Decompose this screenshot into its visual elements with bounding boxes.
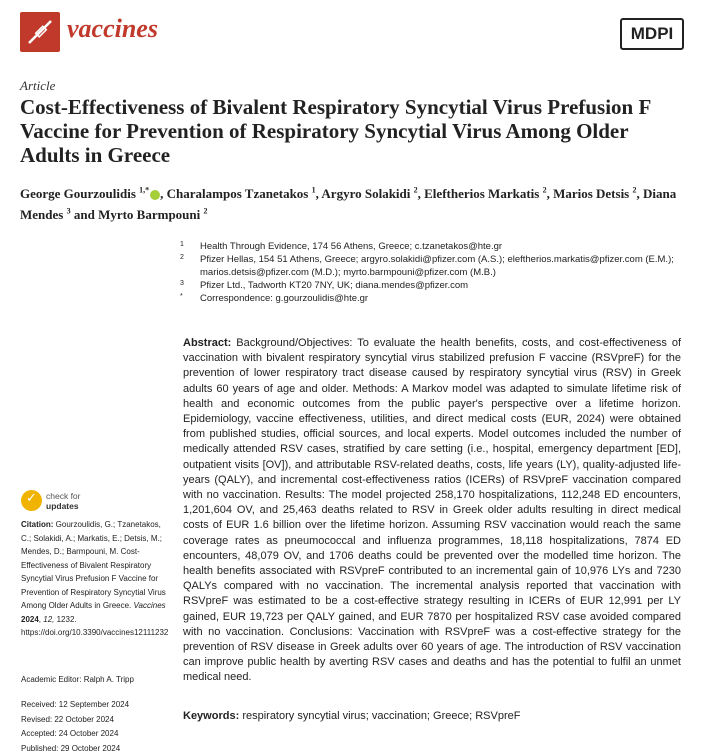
date-accepted: Accepted: 24 October 2024 — [21, 727, 129, 742]
author-list — [20, 182, 690, 223]
affiliation: 2 Pfizer Hellas, 154 51 Athens, Greece; argyro.solakidi@pfizer.com (A.S.); eleftherios.markatis@pfizer.com (E.M.); marios.detsis@pfizer.com (M.D.); myrto.barmpouni@pfizer.com (M.B.) — [180, 253, 680, 279]
publisher-logo[interactable]: MDPI — [620, 18, 684, 50]
affiliation: 1 Health Through Evidence, 174 56 Athens, Greece; c.tzanetakos@hte.gr — [180, 240, 680, 253]
author[interactable]: Charalampos Tzanetakos $^1$, — [167, 186, 322, 201]
author[interactable]: Marios Detsis $^2$, — [553, 186, 640, 201]
author[interactable]: Myrto Barmpouni $^2$ — [98, 207, 207, 222]
affiliations — [180, 240, 680, 305]
date-published: Published: 29 October 2024 — [21, 742, 129, 756]
author[interactable]: Eleftherios Markatis $^2$, — [424, 186, 553, 201]
academic-editor: Academic Editor: Ralph A. Tripp — [21, 675, 134, 684]
abstract — [183, 336, 681, 686]
article-title: Cost-Effectiveness of Bivalent Respiratory Syncytial Virus Prefusion F Vaccine for Prevention of Respiratory Syncytial Virus Among Older Adults in Greece — [20, 95, 680, 167]
affiliation: * Correspondence: g.gourzoulidis@hte.gr — [180, 292, 680, 305]
affiliation: 3 Pfizer Ltd., Tadworth KT20 7NY, UK; diana.mendes@pfizer.com — [180, 279, 680, 292]
abstract-label: Abstract: — [183, 337, 231, 349]
author[interactable]: George Gourzoulidis $^{1,*}$ , — [20, 186, 167, 201]
abstract-text: Background/Objectives: To evaluate the health benefits, costs, and cost-effectiveness of vaccination with bivalent respiratory syncytial virus stabilized prefusion F vaccine (RSVpreF) for the prevention of lower respiratory tract disease caused by respiratory syncytial virus (RSV) in Greek adults 60 years of age and older. Methods: A Markov model was adapted to simulate lifetime risk of health and economic outcomes from the public payer's perspective over a lifetime horizon. Epidemiology, vaccine effectiveness, utilities, and direct medical costs (EUR, 2024) were obtained from published studies, official sources, and local experts. Model outcomes included the number of medically attended RSV cases, stratified by care setting (i.e., hospital, emergency department [ED], outpatient visits [OV]), and attributable RSV-related deaths, costs, life years (LY), quality-adjusted life-years (QALY), and incremental cost-effectiveness ratios (ICERs) of RSVpreF vaccination compared with no vaccination. Results: The model projected 258,170 hospitalizations, 112,248 ED encounters, 1,201,604 OV, and 25,463 deaths related to RSV in Greek older adults resulting in direct medical costs of EUR 1.6 billion over the lifetime horizon. Assuming RSV vaccination would reach the same coverage rates as pneumococcal and influenza programmes, 18,118 hospitalizations, 7874 ED encounters, 48,079 OV, and 1706 deaths could be prevented over the modelled time horizon. The health benefits associated with RSVpreF contributed to an incremental gain of 10,976 LYs and 7230 QALYs compared with no vaccination. The incremental analysis reported that vaccination with RSVpreF was estimated to be a cost-effective strategy resulting in ICERs of EUR 12,991 per LY gained, EUR 19,723 per QALY gained, and EUR 7870 per hospitalized RSV case avoided compared with no vaccination. Conclusions: Vaccination with RSVpreF was a cost-effective strategy for the prevention of RSV disease in Greek adults over 60 years of age. The introduction of RSV vaccination can improve public health by averting RSV cases and deaths and has the potential to fulfil an unmet medical need. — [183, 337, 681, 683]
keywords-text: respiratory syncytial virus; vaccination; Greece; RSVpreF — [242, 710, 520, 722]
citation: Citation: Gourzoulidis, G.; Tzanetakos, C.; Solakidi, A.; Markatis, E.; Detsis, M.; Mendes, D.; Barmpouni, M. Cost-Effectiveness of Bivalent Respiratory Syncytial Virus Prefusion F Vaccine for Prevention of Respiratory Syncytial Virus Among Older Adults in Greece. Vaccines 2024, 12, 1232. https://doi.org/10.3390/vaccines12111232 — [21, 518, 169, 640]
journal-name[interactable]: vaccines — [67, 14, 158, 44]
author[interactable]: Argyro Solakidi $^2$, — [321, 186, 424, 201]
doi-link[interactable]: 1232. https://doi.org/10.3390/vaccines12111232 — [21, 615, 168, 638]
date-revised: Revised: 22 October 2024 — [21, 713, 129, 728]
keywords — [183, 710, 681, 722]
check-icon — [21, 490, 42, 511]
orcid-icon[interactable] — [150, 190, 160, 200]
article-type: Article — [20, 78, 55, 94]
journal-logo — [20, 12, 60, 52]
author[interactable]: Diana Mendes $^3$ and — [20, 186, 676, 221]
date-received: Received: 12 September 2024 — [21, 698, 129, 713]
dates — [21, 698, 129, 756]
keywords-label: Keywords: — [183, 710, 239, 722]
syringe-icon — [20, 12, 60, 52]
